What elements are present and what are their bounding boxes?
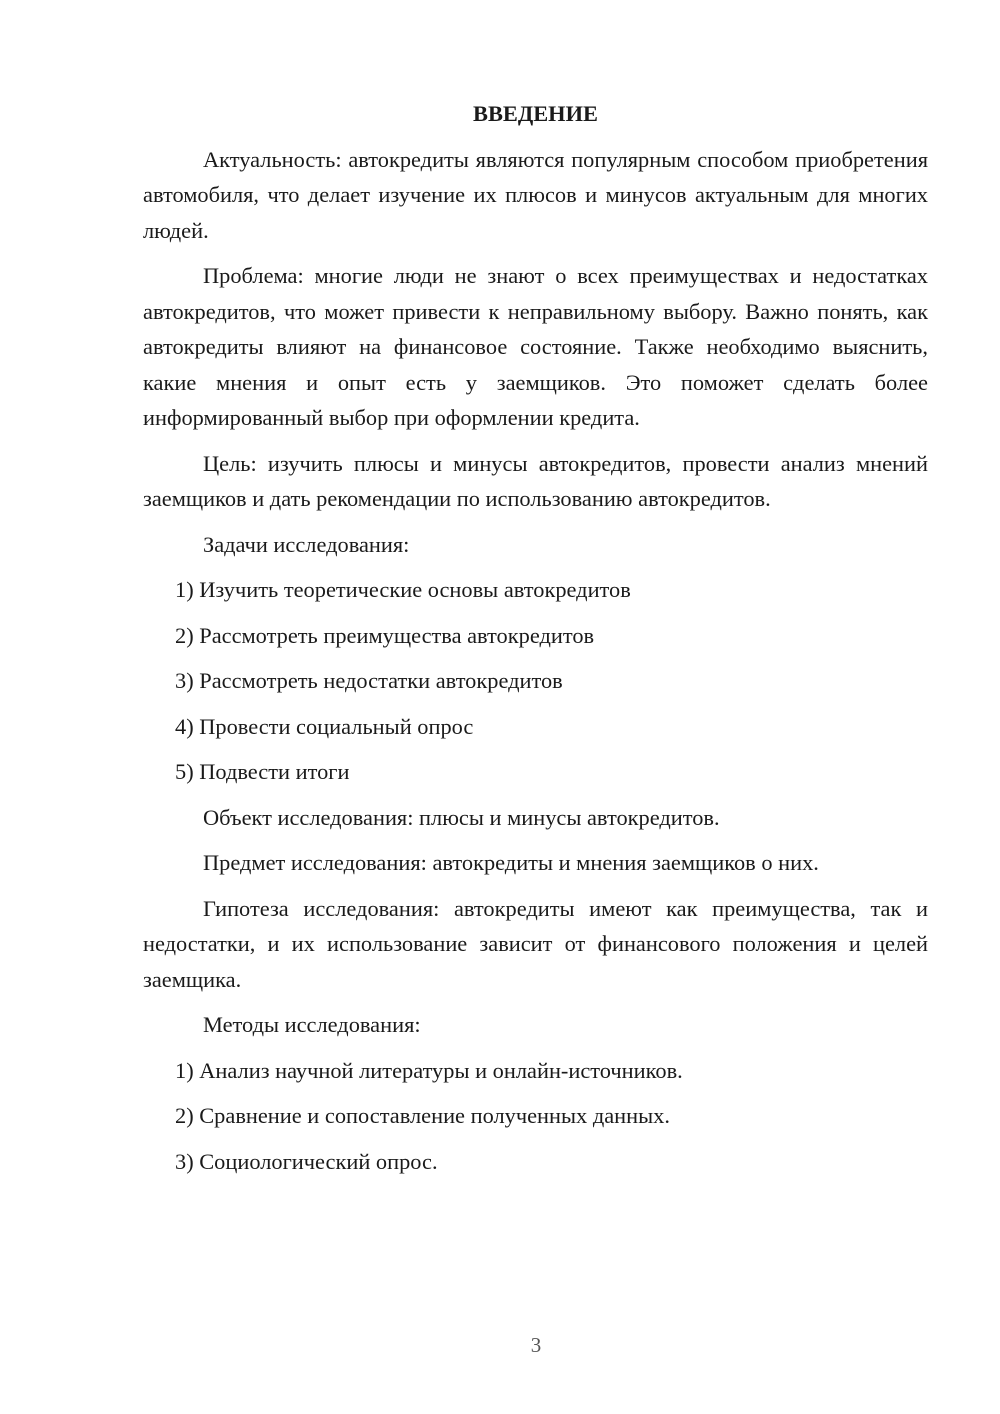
task-item: 1) Изучить теоретические основы автокредитов [175,577,631,602]
subject-paragraph: Предмет исследования: автокредиты и мнения заемщиков о них. [203,850,819,875]
method-item: 2) Сравнение и сопоставление полученных данных. [175,1103,670,1128]
task-item: 5) Подвести итоги [175,759,350,784]
object-paragraph: Объект исследования: плюсы и минусы автокредитов. [203,804,720,830]
task-item: 4) Провести социальный опрос [175,713,474,739]
methods-heading: Методы исследования: [203,1012,421,1037]
task-item: 2) Рассмотреть преимущества автокредитов [175,622,595,648]
method-item: 3) Социологический опрос. [175,1148,438,1174]
goal-paragraph: Цель: изучить плюсы и минусы автокредитов, провести анализ мнений заемщиков и дать рекомендации по использованию автокредитов. [143,450,928,511]
page-number: 3 [530,1333,542,1357]
hypothesis-paragraph: Гипотеза исследования: автокредиты имеют как преимущества, так и недостатки, и их использование зависит от финансового положения и целей заемщика. [143,895,928,992]
section-title: ВВЕДЕНИЕ [473,101,598,126]
problem-paragraph: Проблема: многие люди не знают о всех преимуществах и недостатках автокредитов, что может привести к неправильному выбору. Важно понять, как автокредиты влияют на финансовое состояние. Также необходимо выяснить, какие мнения и опыт есть у заемщиков. Это поможет сделать более информированный выбор при оформлении кредита. [143,263,928,430]
task-item: 3) Рассмотреть недостатки автокредитов [175,668,563,693]
tasks-heading: Задачи исследования: [203,531,410,557]
document-body [143,96,928,1189]
method-item: 1) Анализ научной литературы и онлайн-источников. [175,1057,683,1083]
relevance-paragraph: Актуальность: автокредиты являются популярным способом приобретения автомобиля, что делает изучение их плюсов и минусов актуальным для многих людей. [143,146,928,243]
